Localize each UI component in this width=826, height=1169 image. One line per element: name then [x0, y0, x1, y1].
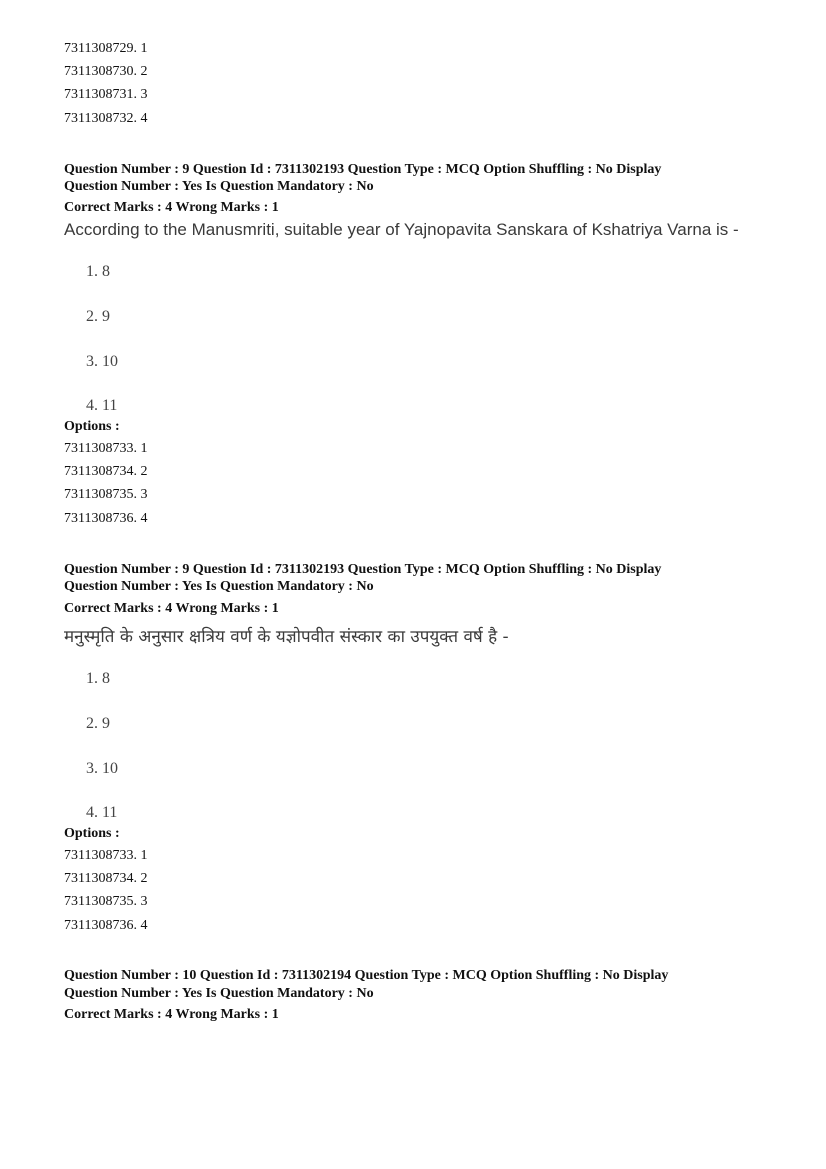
- question-header: Question Number : Yes Is Question Mandatory : No: [64, 986, 374, 1001]
- answer-choice: 4. 11: [86, 804, 118, 821]
- option-line: 7311308733. 1: [64, 848, 148, 863]
- answer-choice: 2. 9: [86, 308, 110, 325]
- option-line: 7311308735. 3: [64, 894, 148, 909]
- option-line: 7311308731. 3: [64, 87, 148, 102]
- option-line: 7311308736. 4: [64, 511, 148, 526]
- option-line: 7311308729. 1: [64, 41, 148, 56]
- question-marks: Correct Marks : 4 Wrong Marks : 1: [64, 1007, 279, 1022]
- question-marks: Correct Marks : 4 Wrong Marks : 1: [64, 601, 279, 616]
- question-header: Question Number : 9 Question Id : 7311302193 Question Type : MCQ Option Shuffling : No Display: [64, 162, 662, 177]
- option-line: 7311308734. 2: [64, 464, 148, 479]
- answer-choice: 4. 11: [86, 397, 118, 414]
- answer-choice: 3. 10: [86, 760, 118, 777]
- answer-choice: 1. 8: [86, 670, 110, 687]
- option-line: 7311308730. 2: [64, 64, 148, 79]
- option-line: 7311308732. 4: [64, 111, 148, 126]
- question-header: Question Number : 9 Question Id : 7311302193 Question Type : MCQ Option Shuffling : No Display: [64, 562, 662, 577]
- options-label: Options :: [64, 826, 120, 841]
- question-text: मनुस्मृति के अनुसार क्षत्रिय वर्ण के यज्ञोपवीत संस्कार का उपयुक्त वर्ष है -: [64, 627, 509, 647]
- question-header: Question Number : 10 Question Id : 7311302194 Question Type : MCQ Option Shuffling : No Display: [64, 968, 669, 983]
- answer-choice: 3. 10: [86, 353, 118, 370]
- question-text: According to the Manusmriti, suitable year of Yajnopavita Sanskara of Kshatriya Varna is -: [64, 220, 739, 239]
- option-line: 7311308735. 3: [64, 487, 148, 502]
- option-line: 7311308734. 2: [64, 871, 148, 886]
- question-header: Question Number : Yes Is Question Mandatory : No: [64, 579, 374, 594]
- answer-choice: 1. 8: [86, 263, 110, 280]
- question-header: Question Number : Yes Is Question Mandatory : No: [64, 179, 374, 194]
- options-label: Options :: [64, 419, 120, 434]
- option-line: 7311308736. 4: [64, 918, 148, 933]
- answer-choice: 2. 9: [86, 715, 110, 732]
- option-line: 7311308733. 1: [64, 441, 148, 456]
- question-marks: Correct Marks : 4 Wrong Marks : 1: [64, 200, 279, 215]
